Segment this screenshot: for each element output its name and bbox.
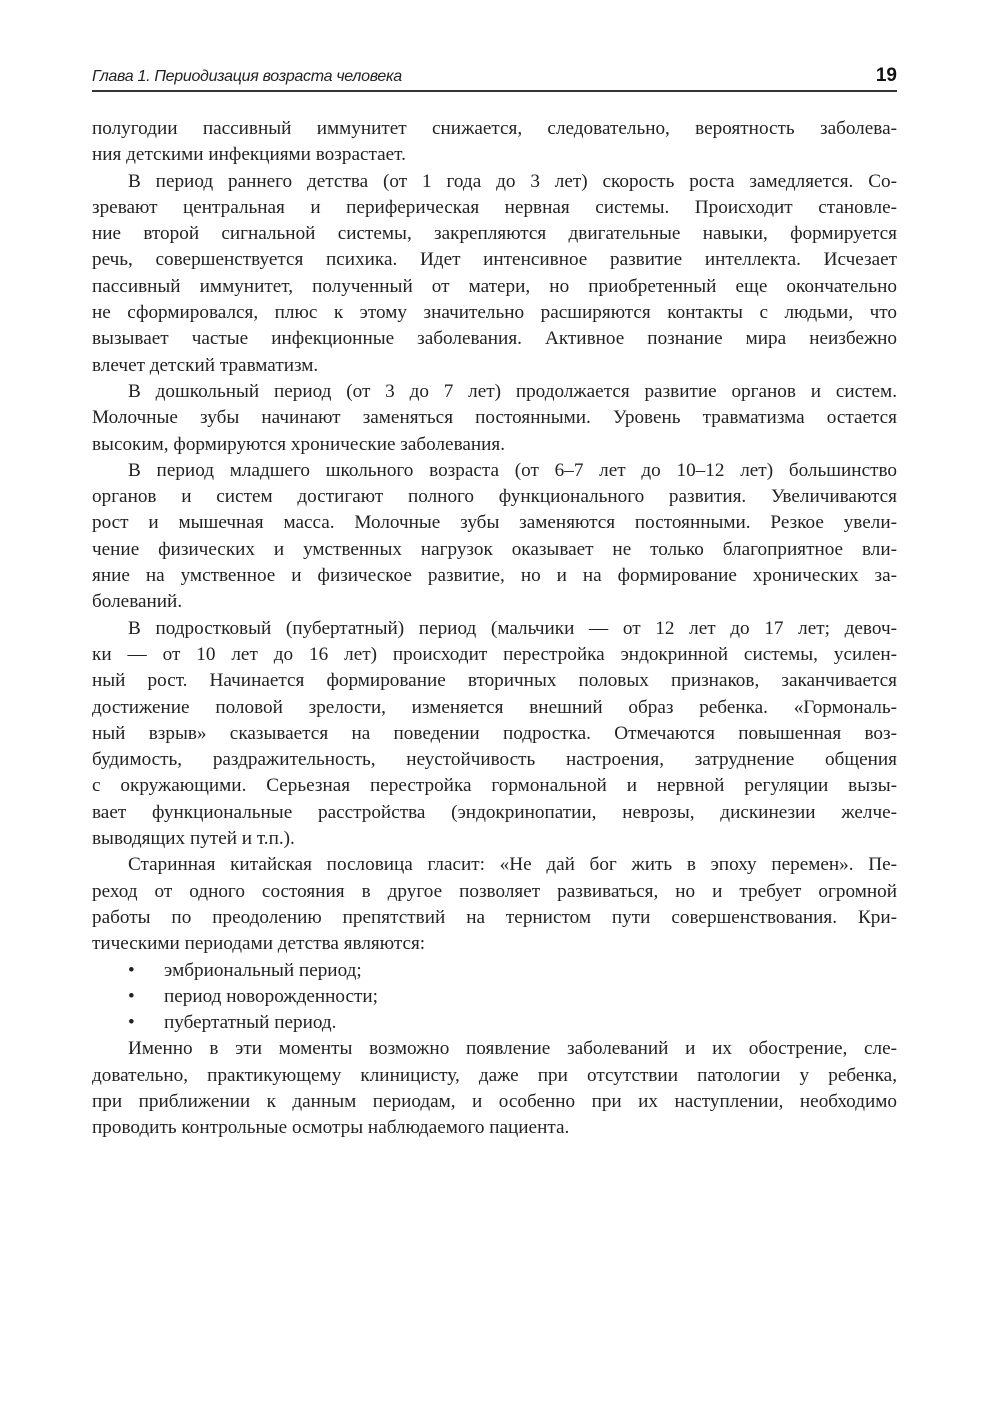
text-line: болеваний. bbox=[92, 591, 183, 613]
text-line: В период младшего школьного возраста (от 6–7 лет до 10–12 лет) большинство bbox=[128, 459, 897, 481]
text-line: речь, совершенствуется психика. Идет интенсивное развитие интеллекта. Исчезает bbox=[92, 249, 897, 271]
text-line: зревают центральная и периферическая нервная системы. Происходит становле- bbox=[92, 196, 897, 218]
list-item-text: пубертатный период. bbox=[164, 1012, 337, 1034]
list-item bbox=[92, 958, 897, 984]
running-header bbox=[92, 62, 897, 92]
bullet-icon: • bbox=[128, 1012, 135, 1034]
text-line: ный взрыв» сказывается на поведении подростка. Отмечаются повышенная воз- bbox=[92, 722, 897, 744]
text-line: тическими периодами детства являются: bbox=[92, 933, 426, 955]
text-line: полугодии пассивный иммунитет снижается, следовательно, вероятность заболева- bbox=[92, 118, 897, 139]
list-item bbox=[92, 1010, 897, 1036]
text-line: ки — от 10 лет до 16 лет) происходит перестройка эндокринной системы, усилен- bbox=[92, 643, 897, 665]
text-line: рост и мышечная масса. Молочные зубы заменяются постоянными. Резкое увели- bbox=[92, 512, 897, 534]
text-line: ние второй сигнальной системы, закрепляются двигательные навыки, формируется bbox=[92, 223, 897, 245]
text-line: пассивный иммунитет, полученный от матери, но приобретенный еще окончательно bbox=[92, 275, 897, 297]
text-line: проводить контрольные осмотры наблюдаемого пациента. bbox=[92, 1117, 570, 1139]
text-line: В дошкольный период (от 3 до 7 лет) продолжается развитие органов и систем. bbox=[128, 380, 897, 402]
text-line: достижение половой зрелости, изменяется внешний образ ребенка. «Гормональ- bbox=[92, 696, 897, 718]
text-line: будимость, раздражительность, неустойчивость настроения, затруднение общения bbox=[92, 749, 897, 771]
text-line: работы по преодолению препятствий на тернистом пути совершенствования. Кри- bbox=[92, 906, 897, 928]
text-line: Молочные зубы начинают заменяться постоянными. Уровень травматизма остается bbox=[92, 407, 897, 429]
text-line: Старинная китайская пословица гласит: «Не дай бог жить в эпоху перемен». Пе- bbox=[128, 854, 897, 876]
paragraph bbox=[92, 379, 897, 458]
paragraph bbox=[92, 116, 897, 169]
bullet-icon: • bbox=[128, 985, 135, 1007]
text-line: довательно, практикующему клиницисту, даже при отсутствии патологии у ребенка, bbox=[92, 1064, 897, 1086]
text-line: влечет детский травматизм. bbox=[92, 354, 319, 376]
text-line: Именно в эти моменты возможно появление заболеваний и их обострение, сле- bbox=[128, 1038, 897, 1060]
text-line: реход от одного состояния в другое позволяет развиваться, но и требует огромной bbox=[92, 880, 897, 902]
text-line: при приближении к данным периодам, и особенно при их наступлении, необходимо bbox=[92, 1090, 897, 1112]
list-item-text: период новорожденности; bbox=[164, 985, 378, 1007]
body-text bbox=[92, 116, 897, 1142]
text-line: ния детскими инфекциями возрастает. bbox=[92, 144, 406, 166]
text-line: выводящих путей и т.п.). bbox=[92, 828, 295, 850]
paragraph bbox=[92, 616, 897, 853]
text-line: вает функциональные расстройства (эндокринопатии, неврозы, дискинезии желче- bbox=[92, 801, 897, 823]
page-number: 19 bbox=[875, 65, 897, 86]
paragraph bbox=[92, 1036, 897, 1141]
text-line: с окружающими. Серьезная перестройка гормональной и нервной регуляции вызы- bbox=[92, 775, 897, 797]
text-line: В период раннего детства (от 1 года до 3 лет) скорость роста замедляется. Со- bbox=[128, 170, 897, 192]
bullet-icon: • bbox=[128, 959, 135, 981]
text-line: ный рост. Начинается формирование вторичных половых признаков, заканчивается bbox=[92, 670, 897, 692]
text-line: чение физических и умственных нагрузок оказывает не только благоприятное вли- bbox=[92, 538, 897, 560]
text-line: вызывает частые инфекционные заболевания. Активное познание мира неизбежно bbox=[92, 328, 897, 350]
paragraph bbox=[92, 852, 897, 957]
list-item-text: эмбриональный период; bbox=[164, 959, 362, 981]
list-item bbox=[92, 984, 897, 1010]
text-line: В подростковый (пубертатный) период (мальчики — от 12 лет до 17 лет; девоч- bbox=[128, 617, 897, 639]
text-line: не сформировался, плюс к этому значительно расширяются контакты с людьми, что bbox=[92, 302, 897, 324]
text-line: высоким, формируются хронические заболевания. bbox=[92, 433, 506, 455]
chapter-title: Глава 1. Периодизация возраста человека bbox=[92, 68, 402, 85]
bullet-list bbox=[92, 958, 897, 1037]
text-line: яние на умственное и физическое развитие, но и на формирование хронических за- bbox=[92, 565, 897, 587]
paragraph bbox=[92, 458, 897, 616]
paragraph bbox=[92, 169, 897, 379]
text-line: органов и систем достигают полного функционального развития. Увеличиваются bbox=[92, 486, 897, 508]
